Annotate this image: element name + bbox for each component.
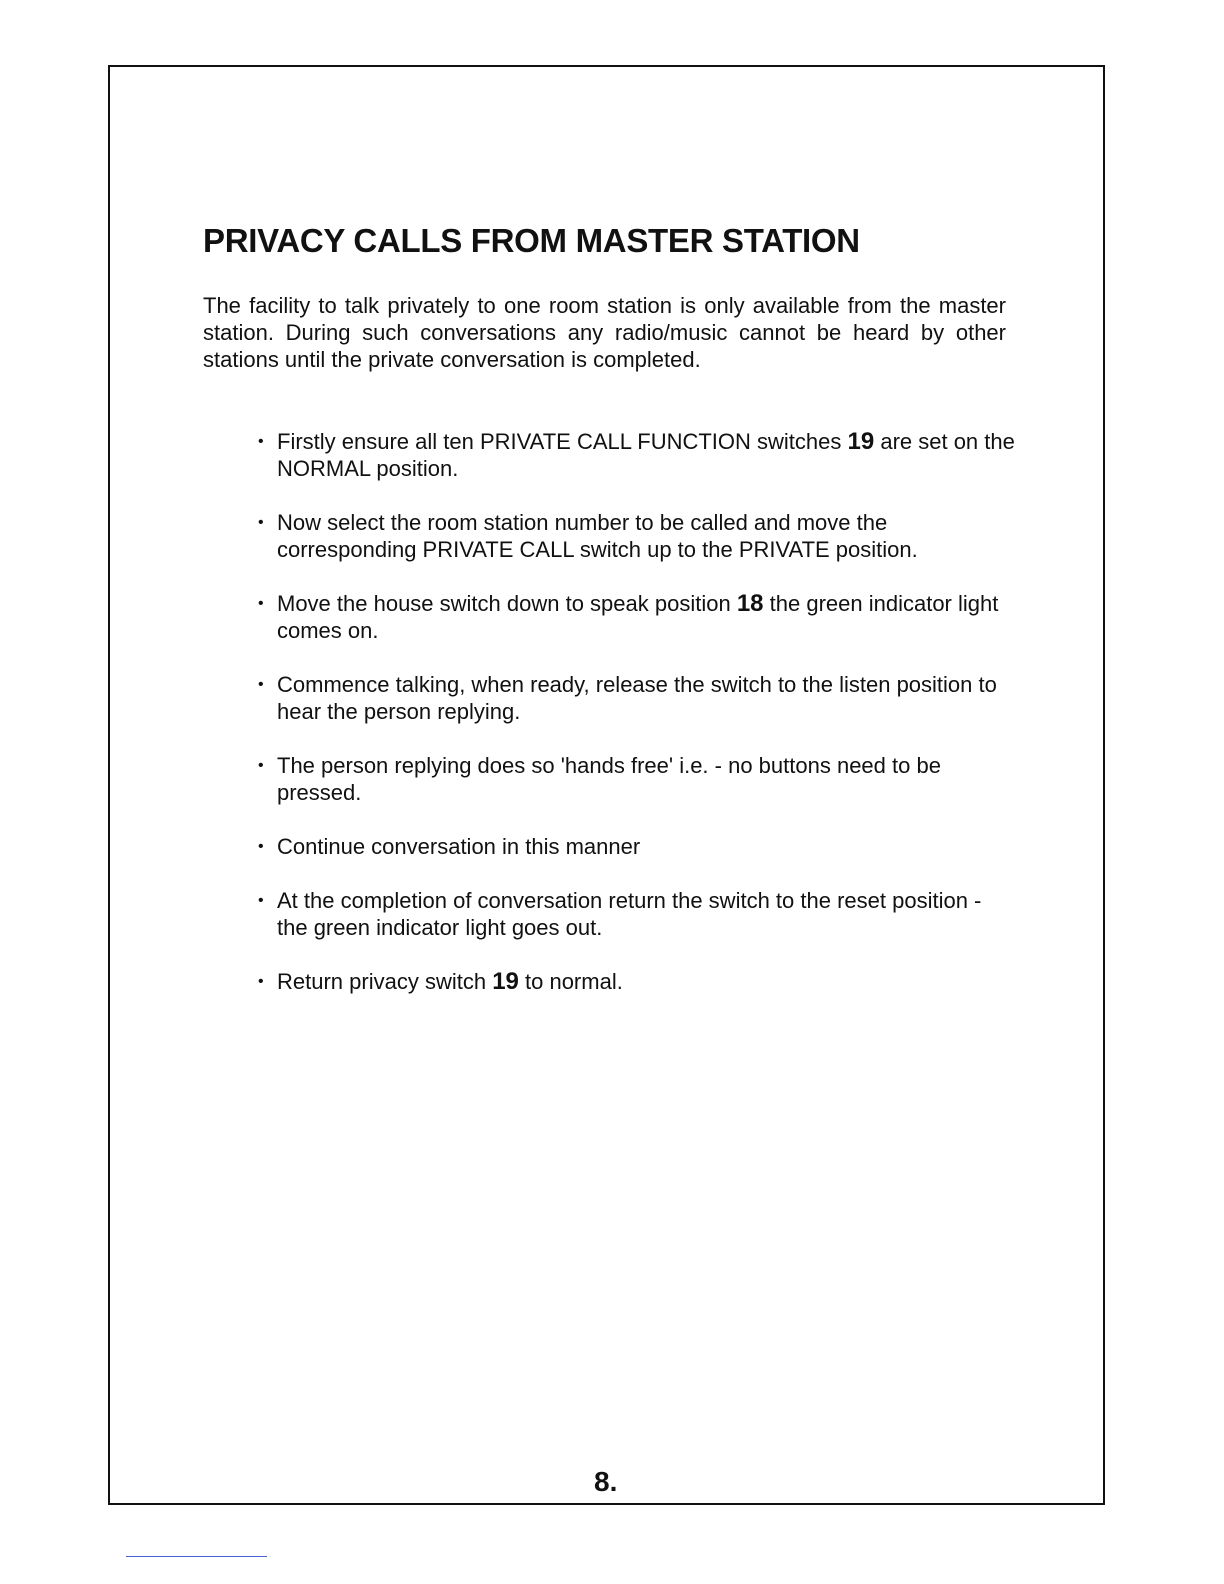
bullet-icon: • [258,676,264,693]
list-item [258,590,1018,644]
switch-reference: 19 [847,428,875,455]
step-text: The person replying does so 'hands free' i.e. - no buttons need to be pressed. [277,753,941,805]
instruction-list [258,428,1018,1022]
bullet-icon: • [258,838,264,855]
bullet-icon: • [258,595,264,612]
step-text-continued: to normal. [518,969,623,994]
list-item [258,509,1018,563]
bullet-icon: • [258,757,264,774]
bullet-icon: • [258,433,264,450]
step-text: At the completion of conversation return the switch to the reset position - the green indicator light goes out. [277,888,982,940]
page-title: PRIVACY CALLS FROM MASTER STATION [203,222,860,259]
switch-reference: 18 [736,590,764,617]
switch-reference: 19 [492,968,519,995]
list-item [258,833,1018,860]
step-text: Firstly ensure all ten PRIVATE CALL FUNCTION switches [277,429,848,454]
step-text: Commence talking, when ready, release the switch to the listen position to hear the person replying. [277,672,997,724]
list-item [258,752,1018,806]
list-item [258,968,1018,995]
list-item [258,428,1018,482]
step-text-continued: are set on the NORMAL position. [277,429,1015,481]
bullet-icon: • [258,514,264,531]
list-item [258,671,1018,725]
step-text-continued: the green indicator light comes on. [277,591,999,643]
list-item [258,887,1018,941]
footer-rule [126,1556,267,1557]
step-text: Move the house switch down to speak position [277,591,737,616]
step-text: Continue conversation in this manner [277,834,641,859]
bullet-icon: • [258,973,264,990]
intro-paragraph: The facility to talk privately to one room station is only available from the master station. During such conversations any radio/music cannot be heard by other stations until the private conversation is completed. [203,293,1006,372]
bullet-icon: • [258,892,264,909]
step-text: Now select the room station number to be called and move the corresponding PRIVATE CALL switch up to the PRIVATE position. [277,510,918,562]
page-number: 8. [594,1466,618,1497]
step-text: Return privacy switch [277,969,493,994]
